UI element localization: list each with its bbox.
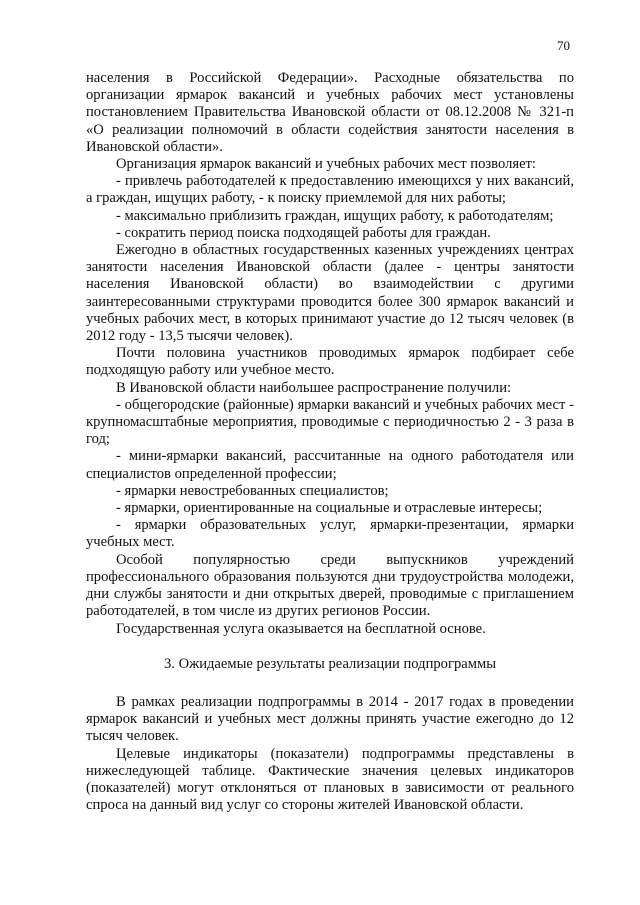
- list-item: - максимально приблизить граждан, ищущих работу, к работодателям;: [116, 207, 554, 224]
- list-item: - мини-ярмарки вакансий, рассчитанные на одного работодателя или специалистов определенной профессии;: [86, 448, 574, 482]
- paragraph: В рамках реализации подпрограммы в 2014 - 2017 годах в проведении ярмарок вакансий и учебных мест должны принять участие ежегодно до 12 тысяч человек.: [86, 693, 574, 745]
- paragraph: Государственная услуга оказывается на бесплатной основе.: [116, 620, 486, 637]
- paragraph: Ежегодно в областных государственных казенных учреждениях центрах занятости населения Ивановской области (далее - центры занятости населения Ивановской области) во взаимодействии с другими заинтересованными структурами проводится более 300 ярмарок вакансий и учебных рабочих мест, в которых принимают участие до 12 тысяч человек (в 2012 году - 13,5 тысячи человек).: [86, 242, 574, 345]
- list-item: - привлечь работодателей к предоставлению имеющихся у них вакансий, а граждан, ищущих работу, - к поиску приемлемой для них работы;: [86, 173, 574, 207]
- paragraph: Целевые индикаторы (показатели) подпрограммы представлены в нижеследующей таблице. Фактические значения целевых индикаторов (показателей) могут отклоняться от плановых в зависимости от реального спроса на данный вид услуг со стороны жителей Ивановской области.: [86, 745, 574, 814]
- paragraph: населения в Российской Федерации». Расходные обязательства по организации ярмарок вакансий и учебных рабочих мест установлены постановлением Правительства Ивановской области от 08.12.2008 № 321-п «О реализации полномочий в области содействия занятости населения в Ивановской области».: [86, 70, 574, 155]
- section-heading: 3. Ожидаемые результаты реализации подпрограммы: [163, 655, 497, 672]
- list-item: - сократить период поиска подходящей работы для граждан.: [116, 224, 491, 241]
- paragraph: Организация ярмарок вакансий и учебных рабочих мест позволяет:: [116, 156, 536, 173]
- paragraph: В Ивановской области наибольшее распространение получили:: [116, 379, 512, 396]
- list-item: - ярмарки, ориентированные на социальные и отраслевые интересы;: [116, 500, 543, 517]
- list-item: - ярмарки образовательных услуг, ярмарки-презентации, ярмарки учебных мест.: [86, 517, 574, 551]
- document-body: [86, 70, 574, 814]
- page-number: 70: [557, 38, 570, 53]
- paragraph: Почти половина участников проводимых ярмарок подбирает себе подходящую работу или учебное место.: [86, 345, 574, 379]
- list-item: - общегородские (районные) ярмарки вакансий и учебных рабочих мест - крупномасштабные мероприятия, проводимые с периодичностью 2 - 3 раза в год;: [86, 396, 574, 448]
- paragraph: Особой популярностью среди выпускников учреждений профессионального образования пользуются дни трудоустройства молодежи, дни службы занятости и дни открытых дверей, проводимые с приглашением работодателей, в том числе из других регионов России.: [86, 551, 574, 620]
- list-item: - ярмарки невостребованных специалистов;: [116, 482, 389, 499]
